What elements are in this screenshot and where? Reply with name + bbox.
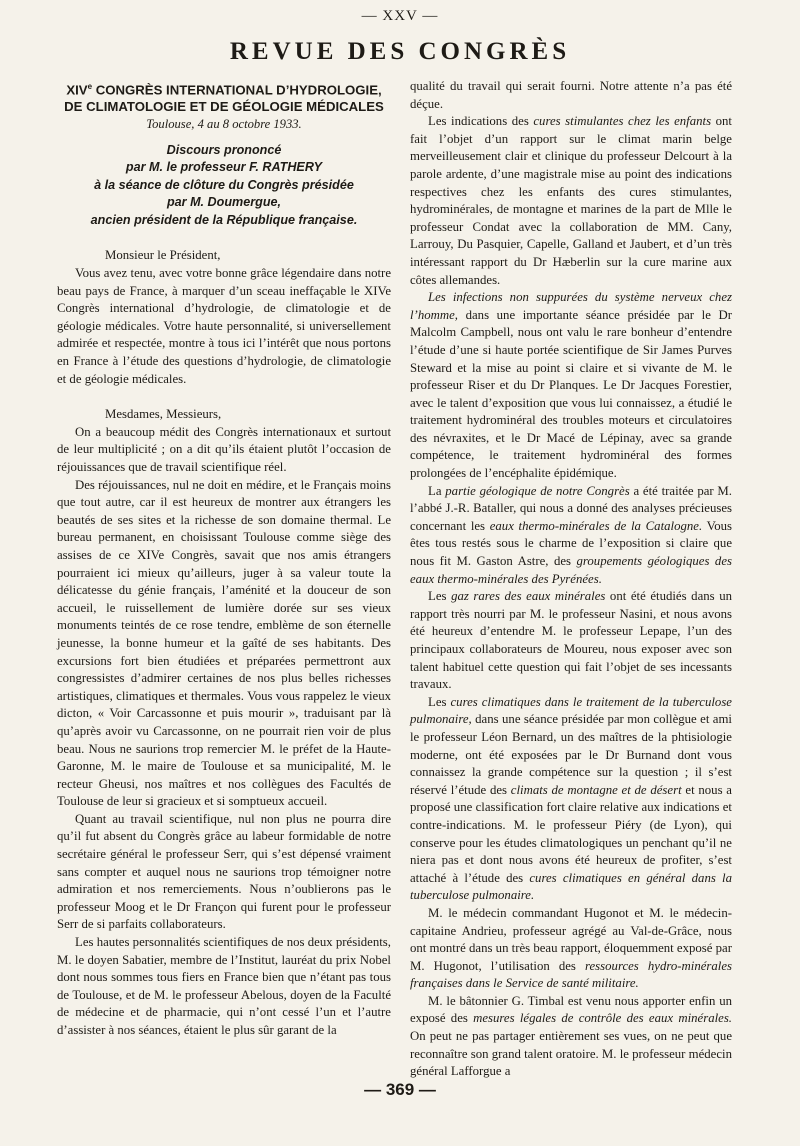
paragraph: On a beaucoup médit des Congrès internationaux et surtout de leur multiplicité ; on a dit qu’ils étaient plutôt l’occasion de réjouissances que de travail scientifique réel. <box>57 424 391 475</box>
paragraph: Les infections non suppurées du système nerveux chez l’homme, dans une importante séance présidée par le Dr Malcolm Campbell, nous ont valu le rare bonheur d’entendre l’étude d’une si haute portée scientifique de Sir James Purves Steward et la mise au point si claire et si vivante de M. le professeur Riser et du Dr Planques. Le Dr Jacques Forestier, avec le talent d’exposition que vous lui connaissez, a étudié le traitement hydrominéral des troubles moteurs et circulatoires des névraxites, et le Dr Macé de Lépinay, avec sa grande compétence, le traitement hydrominéral des formes prolongées de l’encéphalite épidémique. <box>410 290 732 481</box>
paragraph: Les hautes personnalités scientifiques de nos deux présidents, M. le doyen Sabatier, membre de l’Institut, lauréat du prix Nobel dont nous sommes tous fiers en France bien que n’étant pas tous de Toulouse, et de M. le professeur Abelous, doyen de la Faculté de médecine et de pharmacie, qui n’ont cessé l’un et l’autre d’assister à nos séances, étaient le plus sûr garant de la <box>57 935 391 1038</box>
salutation-audience: Mesdames, Messieurs, <box>105 407 222 422</box>
congress-date: Toulouse, 4 au 8 octobre 1933. <box>146 117 302 132</box>
roman-page-number: — XXV — <box>361 8 439 24</box>
congress-title: XIVe CONGRÈS INTERNATIONAL D’HYDROLOGIE, DE CLIMATOLOGIE ET DE GÉOLOGIE MÉDICALES <box>64 82 384 115</box>
page-number: — 369 — <box>364 1080 436 1099</box>
paragraph: qualité du travail qui serait fourni. Notre attente n’a pas été déçue. <box>410 79 732 111</box>
paragraph: La partie géologique de notre Congrès a été traitée par M. l’abbé J.-R. Bataller, qui nous a donné des analyses précieuses concernant les eaux thermo-minérales de la Catalogne. Vous êtes tous restés sous le charme de l’exposition si claire que nous fit M. Gaston Astre, des groupements géologiques des eaux thermo-minérales des Pyrénées. <box>410 483 732 586</box>
paragraph: Vous avez tenu, avec votre bonne grâce légendaire dans notre beau pays de France, à marquer d’un sceau ineffaçable le XIVe Congrès international d’hydrologie, de climatologie et de géologie médicales. Votre haute personnalité, si universellement admirée et respectée, montre à tous ici l’intérêt que nous portons en France à l’étude des questions d’hydrologie, de climatologie et de géologie médicales. <box>57 266 391 386</box>
paragraph: Quant au travail scientifique, nul non plus ne pourra dire qu’il fut absent du Congrès grâce au labeur formidable de notre secrétaire général le professeur Serr, qui s’est dépensé vraiment sans compter et auquel nous ne saurions trop témoigner notre admiration et nos remerciements. Nous n’oublierons pas le professeur Moog et le Dr Françon qui furent pour le professeur Serr de si parfaits collaborateurs. <box>57 811 391 932</box>
left-column <box>57 78 391 1040</box>
speech-heading: Discours prononcé par M. le professeur F. RATHERY à la séance de clôture du Congrès présidée par M. Doumergue, ancien président de la République française. <box>90 142 358 227</box>
paragraph: M. le bâtonnier G. Timbal est venu nous apporter enfin un exposé des mesures légales de contrôle des eaux minérales. On peut ne pas partager entièrement ses vues, on ne peut que reconnaître son grand talent oratoire. M. le professeur médecin général Lafforgue a <box>410 993 733 1079</box>
paragraph: Les indications des cures stimulantes chez les enfants ont fait l’objet d’un rapport sur le climat marin belge merveilleusement clair et clinique du professeur Delcourt à la parole ardente, d’une magistrale mise au point des indications respectives chez les enfants des cures stimulantes, hydrominérales, de montagne et marines de la part de Mlle le professeur Condat avec la collaboration de MM. Cany, Larrouy, Du Pasquier, Capelle, Galland et Jaubert, et d’un très intéressant rapport du Dr Hæberlin sur la cure marine aux côtes allemandes. <box>410 114 732 287</box>
paragraph: M. le médecin commandant Hugonot et M. le médecin-capitaine Andrieu, professeur agrégé au Val-de-Grâce, nous ont montré dans un très beau rapport, éloquemment exposé par M. Hugonot, l’utilisation des ressources hydro-minérales françaises dans le Service de santé militaire. <box>410 905 732 991</box>
salutation-president: Monsieur le Président, <box>105 248 221 263</box>
paragraph: Les gaz rares des eaux minérales ont été étudiés dans un rapport très nourri par M. le professeur Nasini, et nous avons été heureux d’entendre M. le professeur Lepape, l’un des principaux collaborateurs de Moureu, nous exposer avec son talent habituel cette question qui fait l’objet de ses incessants travaux. <box>410 589 732 692</box>
right-column <box>410 78 732 1081</box>
section-title: REVUE DES CONGRÈS <box>229 38 571 65</box>
paragraph: Des réjouissances, nul ne doit en médire, et le Français moins que tout autre, car il est heureux de montrer aux étrangers les beautés de ses sites et la richesse de son domaine thermal. Le bureau permanent, en choisissant Toulouse comme siège des assises de ce XIVe Congrès, savait que nos amis étrangers pourraient ici mieux qu’ailleurs, juger à sa valeur toute la délicatesse du génie français, l’aménité et la douceur de son accueil, le ruissellement de lumière dorée sur ses vieux monuments teintés de ce rose tendre, emblème de son éternelle jeunesse, la bonne humeur et la gaîté de ses habitants. Des excursions fort bien étudiées et préparées permettront aux congressistes d’admirer certaines de nos plus belles richesses artistiques, climatiques et thermales. Vous vous rappelez le vieux dicton, « Voir Carcassonne et puis mourir », traduisant par là qu’après avoir vu Carcassonne, on ne pourrait rien voir de plus beau. Nous ne saurions trop remercier M. le préfet de la Haute-Garonne, M. le maire de Toulouse et sa municipalité, M. le recteur Gheusi, nos maîtres et nos collègues des Facultés de Toulouse de leur si gracieux et si somptueux accueil. <box>57 477 391 809</box>
paragraph: Les cures climatiques dans le traitement de la tuberculose pulmonaire, dans une séance présidée par mon collègue et ami le professeur Léon Bernard, un des maîtres de la phtisiologie moderne, ont été exposées par le Dr Burnand dont vous connaissez la grande compétence sur la question ; il s’est réservé l’étude des climats de montagne et de désert et nous a proposé une classification fort claire relative aux indications et contre-indications. M. le professeur Piéry (de Lyon), qui conserve pour les études climatologiques un penchant qu’il ne niera pas et dont nous avons été heureux de profiter, s’est attaché à l’étude des cures climatiques en général dans la tuberculose pulmonaire. <box>410 694 732 903</box>
